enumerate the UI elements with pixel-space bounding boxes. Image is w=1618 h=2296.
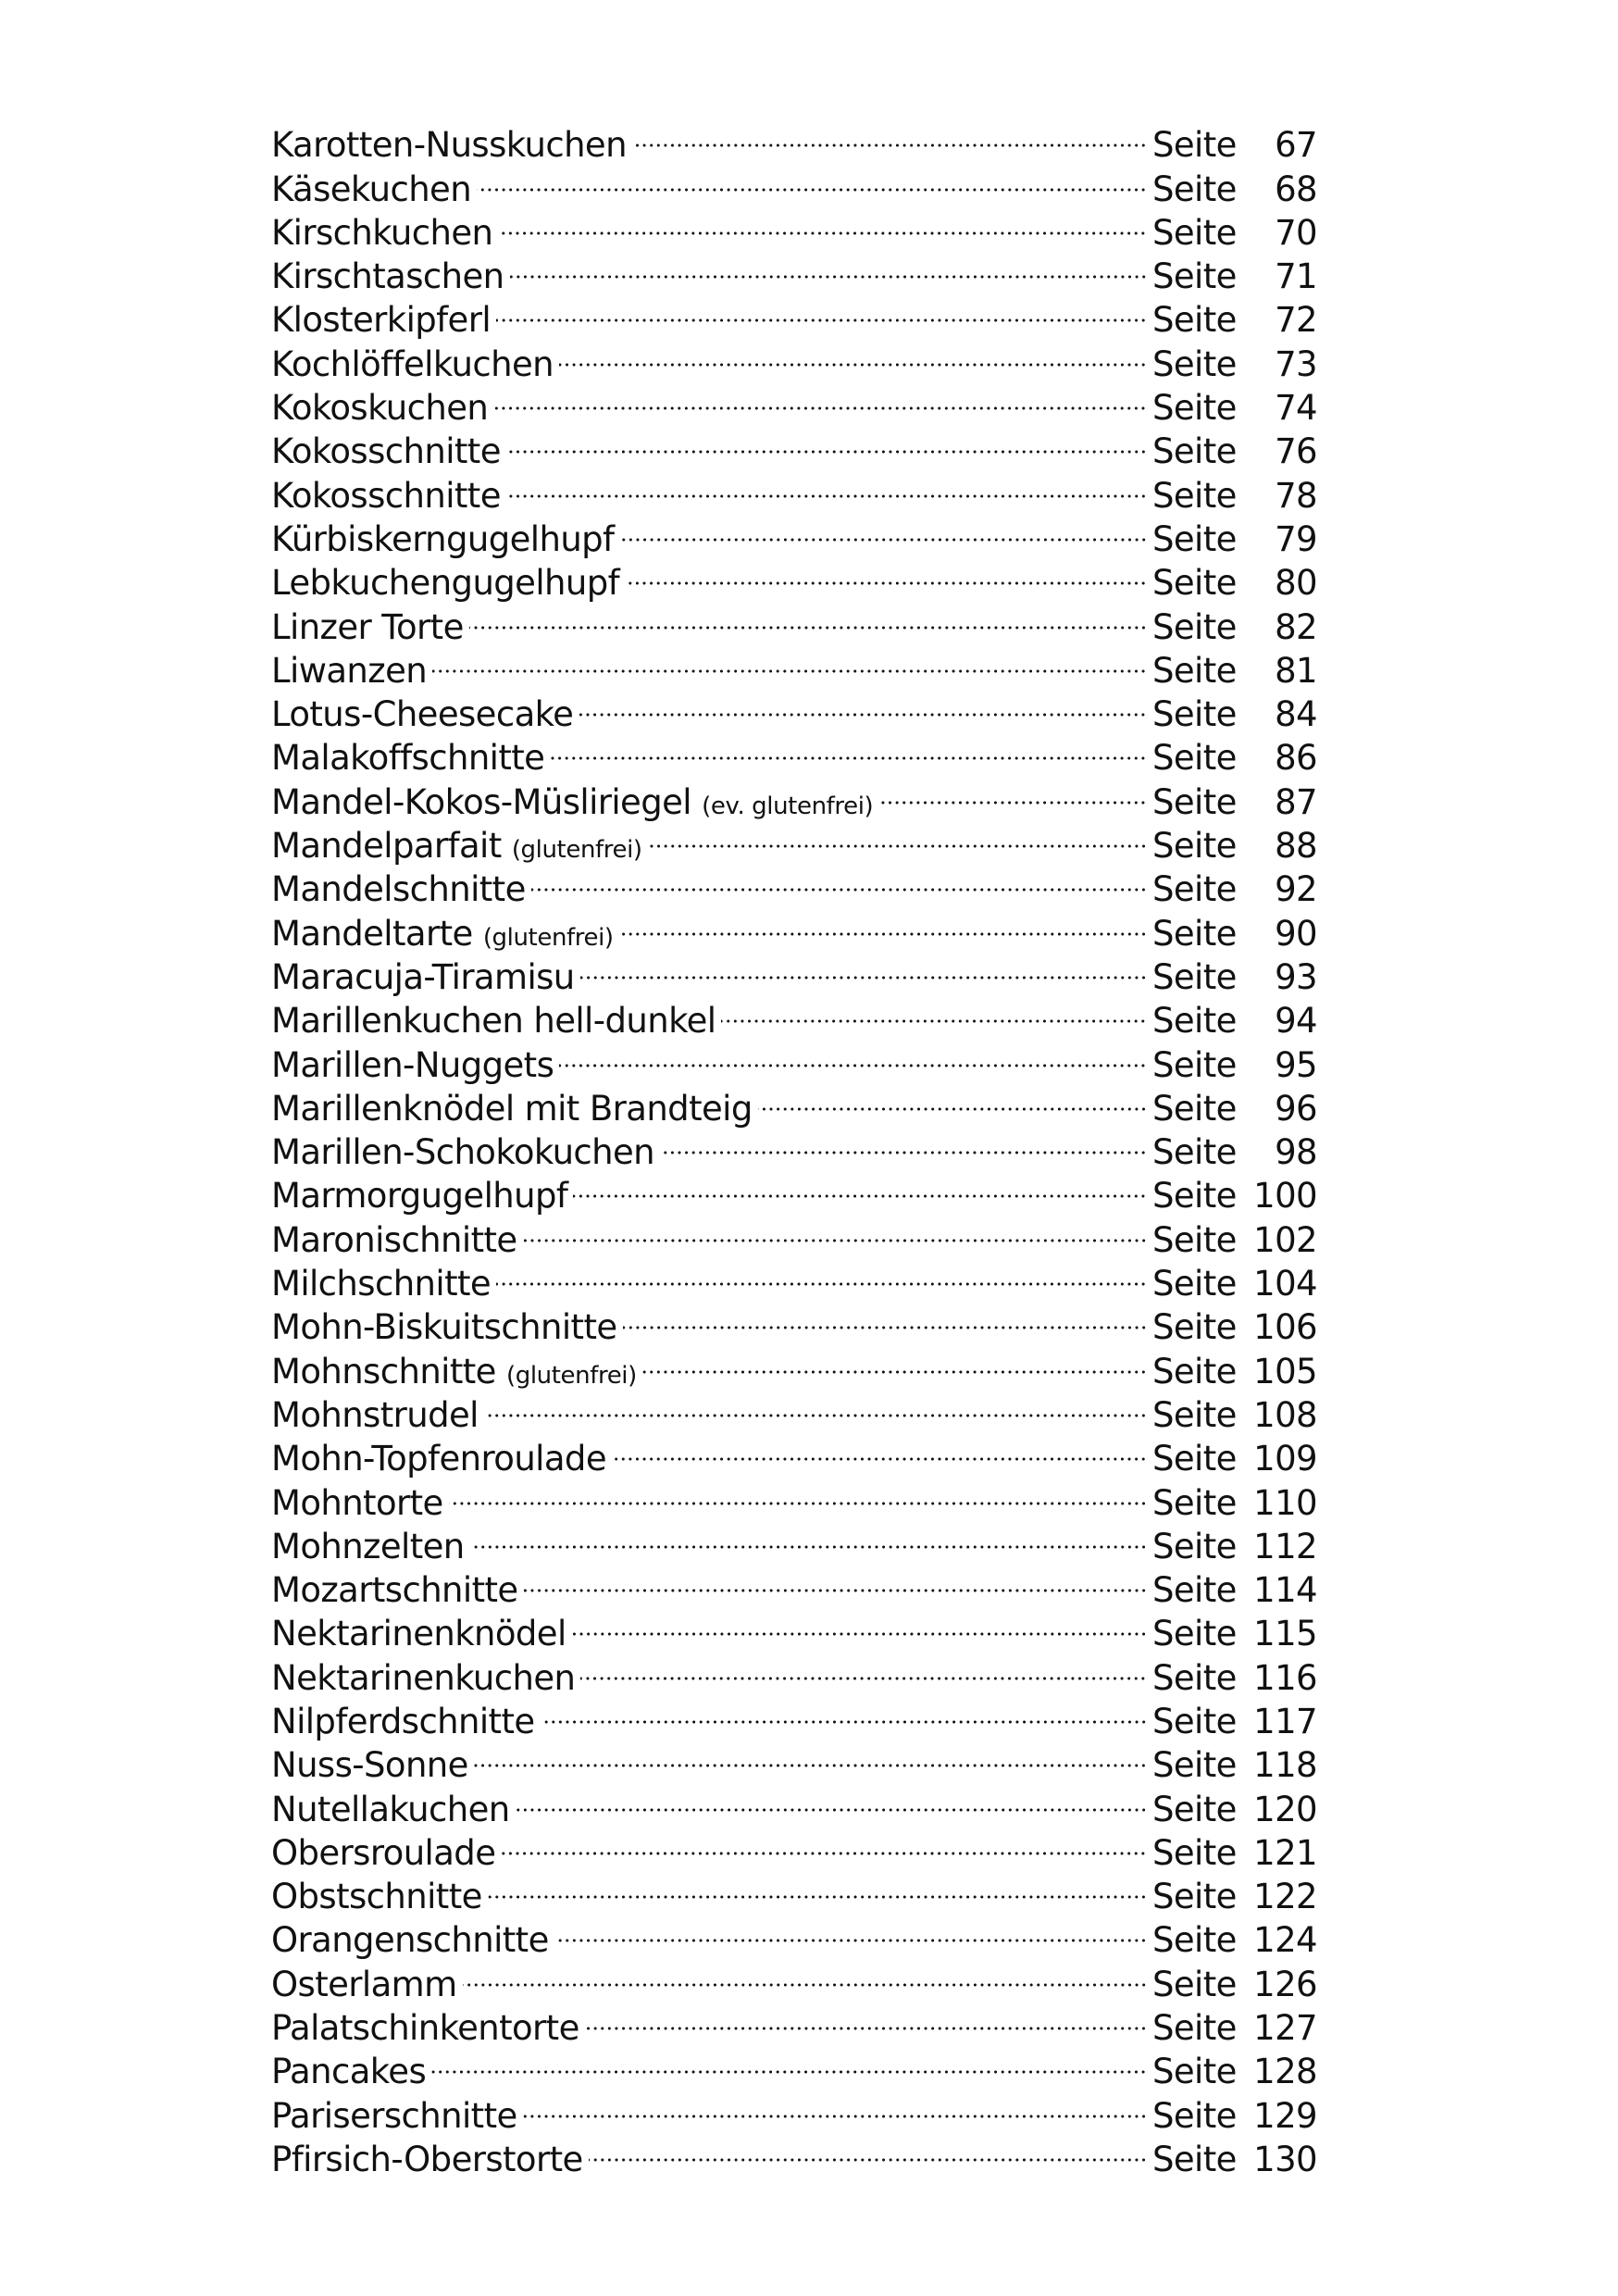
entry-title — [271, 1525, 465, 1568]
page-number: 95 — [1275, 1044, 1317, 1085]
entry-title — [271, 255, 504, 298]
dot-leader — [531, 857, 1147, 901]
dot-leader — [477, 156, 1147, 200]
entry-title — [271, 649, 427, 693]
page-number: 79 — [1275, 518, 1317, 559]
page-label: Seite — [1152, 1701, 1237, 1741]
entry-title — [271, 1305, 617, 1349]
entry-name: Mandelschnitte — [271, 869, 526, 910]
page-number: 108 — [1253, 1394, 1317, 1435]
page-number: 81 — [1275, 650, 1317, 691]
entry-name: Nilpferdschnitte — [271, 1701, 535, 1741]
dot-leader — [580, 945, 1147, 989]
entry-name: Mohn-Topfenroulade — [271, 1439, 606, 1479]
entry-title — [271, 1393, 479, 1437]
page-label: Seite — [1152, 300, 1237, 341]
dot-leader — [501, 1821, 1147, 1865]
page-number: 84 — [1275, 694, 1317, 735]
entry-title — [271, 298, 491, 342]
page-label: Seite — [1152, 694, 1237, 735]
entry-name: Orangenschnitte — [271, 1920, 549, 1961]
dot-leader — [660, 1120, 1147, 1164]
dot-leader — [469, 594, 1147, 638]
entry-note: (glutenfrei) — [482, 923, 614, 952]
page-number: 80 — [1275, 563, 1317, 604]
page-label: Seite — [1152, 1176, 1237, 1217]
dot-leader — [432, 639, 1147, 682]
dot-leader — [758, 1077, 1147, 1120]
entry-name: Nektarinenknödel — [271, 1614, 566, 1654]
dot-leader — [878, 769, 1147, 813]
entry-name: Käsekuchen — [271, 168, 472, 209]
entry-title — [271, 2050, 426, 2093]
dot-leader — [496, 1252, 1147, 1295]
page-label: Seite — [1152, 781, 1237, 822]
entry-name: Kürbiskerngugelhupf — [271, 518, 615, 559]
page-label: Seite — [1152, 913, 1237, 954]
dot-leader — [516, 1777, 1147, 1820]
page-label: Seite — [1152, 2139, 1237, 2179]
dot-leader — [585, 1996, 1147, 2040]
page-number: 116 — [1253, 1657, 1317, 1698]
page-number: 130 — [1253, 2139, 1317, 2179]
entry-name: Kirschtaschen — [271, 256, 504, 297]
page-number: 110 — [1253, 1482, 1317, 1523]
entry-title — [271, 2094, 517, 2138]
page-label: Seite — [1152, 606, 1237, 647]
page-number: 78 — [1275, 475, 1317, 516]
page-label: Seite — [1152, 563, 1237, 604]
page-number: 74 — [1275, 388, 1317, 429]
entry-name: Mohnschnitte — [271, 1351, 496, 1391]
entry-title — [271, 1656, 575, 1700]
entry-name: Mandel-Kokos-Müsliriegel — [271, 781, 691, 822]
page-number: 87 — [1275, 781, 1317, 822]
page-number: 114 — [1253, 1570, 1317, 1611]
entry-title — [271, 1043, 554, 1087]
dot-leader — [431, 2040, 1147, 2083]
page-label: Seite — [1152, 1789, 1237, 1829]
page-number: 88 — [1275, 826, 1317, 867]
entry-name: Pancakes — [271, 2052, 427, 2092]
page-label: Seite — [1152, 1832, 1237, 1873]
page-label: Seite — [1152, 1001, 1237, 1042]
entry-name: Maracuja-Tiramisu — [271, 956, 575, 997]
page-number: 102 — [1253, 1219, 1317, 1260]
page-label: Seite — [1152, 1307, 1237, 1348]
dot-leader — [506, 463, 1147, 506]
page-label: Seite — [1152, 1394, 1237, 1435]
page-label: Seite — [1152, 1132, 1237, 1173]
dot-leader — [642, 1339, 1147, 1382]
page-label: Seite — [1152, 738, 1237, 779]
entry-name: Kokoskuchen — [271, 388, 489, 429]
entry-title — [271, 474, 501, 518]
entry-name: Marillen-Schokokuchen — [271, 1132, 655, 1173]
dot-leader — [620, 507, 1148, 551]
entry-name: Palatschinkentorte — [271, 2008, 579, 2049]
entry-title — [271, 912, 614, 960]
page-number: 118 — [1253, 1745, 1317, 1786]
page-number: 98 — [1275, 1132, 1317, 1173]
page-label: Seite — [1152, 1264, 1237, 1304]
entry-name: Pfirsich-Oberstorte — [271, 2139, 583, 2179]
page-number: 86 — [1275, 738, 1317, 779]
entry-title — [271, 867, 526, 911]
dot-leader — [572, 1602, 1147, 1645]
page-label: Seite — [1152, 256, 1237, 297]
page-number: 68 — [1275, 168, 1317, 209]
entry-name: Maronischnitte — [271, 1219, 517, 1260]
page-label: Seite — [1152, 650, 1237, 691]
entry-title — [271, 211, 492, 255]
page-label: Seite — [1152, 1351, 1237, 1391]
dot-leader — [632, 113, 1147, 156]
dot-leader — [573, 1164, 1147, 1207]
page-label: Seite — [1152, 2052, 1237, 2092]
entry-title — [271, 1481, 443, 1525]
dot-leader — [623, 1295, 1147, 1339]
entry-name: Karotten-Nusskuchen — [271, 125, 627, 166]
entry-name: Milchschnitte — [271, 1264, 492, 1304]
entry-name: Marillen-Nuggets — [271, 1044, 554, 1085]
page-number: 106 — [1253, 1307, 1317, 1348]
entry-title — [271, 693, 573, 736]
entry-note: (glutenfrei) — [511, 836, 642, 865]
entry-name: Linzer Torte — [271, 606, 464, 647]
entry-name: Klosterkipferl — [271, 300, 492, 341]
page-number: 105 — [1253, 1351, 1317, 1391]
page-number: 100 — [1253, 1176, 1317, 1217]
entry-title — [271, 2138, 583, 2181]
page-number: 115 — [1253, 1614, 1317, 1654]
page-number: 112 — [1253, 1526, 1317, 1566]
page-label: Seite — [1152, 1439, 1237, 1479]
toc-entry[interactable] — [271, 113, 1317, 166]
dot-leader — [496, 288, 1147, 331]
entry-name: Lotus-Cheesecake — [271, 694, 574, 735]
dot-leader — [524, 1558, 1147, 1602]
page-number: 120 — [1253, 1789, 1317, 1829]
dot-leader — [449, 1470, 1147, 1514]
dot-leader — [579, 682, 1147, 726]
page-number: 93 — [1275, 956, 1317, 997]
page-number: 104 — [1253, 1264, 1317, 1304]
page-label: Seite — [1152, 475, 1237, 516]
entry-name: Marillenkuchen hell-dunkel — [271, 1001, 716, 1042]
page-number: 117 — [1253, 1701, 1317, 1741]
entry-title — [271, 430, 501, 473]
page-label: Seite — [1152, 1219, 1237, 1260]
entry-title — [271, 168, 471, 211]
page-number: 71 — [1275, 256, 1317, 297]
entry-title — [271, 736, 544, 780]
entry-name: Mozartschnitte — [271, 1570, 518, 1611]
entry-name: Mandelparfait — [271, 826, 502, 867]
page-label: Seite — [1152, 1526, 1237, 1566]
page-number: 126 — [1253, 1964, 1317, 2004]
page-label: Seite — [1152, 2008, 1237, 2049]
page-number: 92 — [1275, 869, 1317, 910]
entry-name: Obersroulade — [271, 1832, 496, 1873]
page-label: Seite — [1152, 1745, 1237, 1786]
entry-name: Mandeltarte — [271, 913, 473, 954]
page-label: Seite — [1152, 168, 1237, 209]
entry-name: Marillenknödel mit Brandteig — [271, 1088, 753, 1129]
page-number: 73 — [1275, 343, 1317, 384]
dot-leader — [484, 1383, 1147, 1427]
entry-name: Obstschnitte — [271, 1877, 482, 1917]
dot-leader — [493, 376, 1147, 419]
dot-leader — [470, 1515, 1147, 1558]
dot-leader — [559, 1032, 1147, 1076]
page-label: Seite — [1152, 518, 1237, 559]
entry-name: Nuss-Sonne — [271, 1745, 468, 1786]
page-number: 94 — [1275, 1001, 1317, 1042]
dot-leader — [554, 1908, 1147, 1952]
entry-name: Nektarinenkuchen — [271, 1657, 576, 1698]
page-number: 127 — [1253, 2008, 1317, 2049]
dot-leader — [619, 901, 1147, 944]
entry-note: (glutenfrei) — [506, 1361, 637, 1390]
entry-name: Kochlöffelkuchen — [271, 343, 554, 384]
dot-leader — [625, 551, 1147, 594]
entry-name: Mohnzelten — [271, 1526, 465, 1566]
entry-title — [271, 1568, 518, 1612]
dot-leader — [463, 1952, 1147, 1995]
dot-leader — [506, 419, 1147, 463]
entry-name: Mohntorte — [271, 1482, 443, 1523]
page-label: Seite — [1152, 869, 1237, 910]
page-number: 122 — [1253, 1877, 1317, 1917]
entry-name: Kokosschnitte — [271, 475, 501, 516]
page-number: 67 — [1275, 125, 1317, 166]
page-label: Seite — [1152, 1657, 1237, 1698]
page-label: Seite — [1152, 212, 1237, 253]
entry-title — [271, 1743, 468, 1787]
page-label: Seite — [1152, 2095, 1237, 2136]
dot-leader — [488, 1865, 1147, 1908]
entry-title — [271, 1788, 510, 1831]
page-label: Seite — [1152, 1570, 1237, 1611]
page-label: Seite — [1152, 1088, 1237, 1129]
entry-title — [271, 1262, 491, 1305]
dot-leader — [498, 201, 1147, 244]
entry-name: Pariserschnitte — [271, 2095, 517, 2136]
entry-title — [271, 955, 575, 999]
entry-title — [271, 1612, 566, 1655]
entry-title — [271, 1963, 457, 2006]
entry-note: (ev. glutenfrei) — [702, 792, 874, 820]
page-number: 109 — [1253, 1439, 1317, 1479]
entry-name: Mohn-Biskuitschnitte — [271, 1307, 617, 1348]
page-label: Seite — [1152, 125, 1237, 166]
entry-name: Nutellakuchen — [271, 1789, 510, 1829]
entry-name: Kokosschnitte — [271, 431, 501, 472]
page-label: Seite — [1152, 1920, 1237, 1961]
page-label: Seite — [1152, 1964, 1237, 2004]
entry-title — [271, 1218, 517, 1262]
page-label: Seite — [1152, 956, 1237, 997]
dot-leader — [523, 1207, 1147, 1251]
page-number: 129 — [1253, 2095, 1317, 2136]
page-label: Seite — [1152, 1877, 1237, 1917]
page-number: 72 — [1275, 300, 1317, 341]
page-number: 128 — [1253, 2052, 1317, 2092]
dot-leader — [510, 244, 1148, 288]
page-number: 82 — [1275, 606, 1317, 647]
entry-name: Kirschkuchen — [271, 212, 493, 253]
page-number: 124 — [1253, 1920, 1317, 1961]
dot-leader — [541, 1690, 1147, 1733]
entry-title — [271, 1875, 482, 1918]
dot-leader — [648, 814, 1147, 857]
entry-title — [271, 1831, 495, 1875]
page-label: Seite — [1152, 1482, 1237, 1523]
entry-name: Malakoffschnitte — [271, 738, 545, 779]
page-label: Seite — [1152, 431, 1237, 472]
dot-leader — [550, 726, 1147, 769]
page-number: 90 — [1275, 913, 1317, 954]
dot-leader — [612, 1427, 1147, 1470]
entry-name: Liwanzen — [271, 650, 428, 691]
dot-leader — [559, 331, 1147, 375]
entry-name: Marmorgugelhupf — [271, 1176, 568, 1217]
dot-leader — [580, 1645, 1147, 1689]
dot-leader — [523, 2083, 1147, 2127]
entry-title — [271, 386, 488, 430]
page-label: Seite — [1152, 343, 1237, 384]
page-number: 96 — [1275, 1088, 1317, 1129]
entry-name: Osterlamm — [271, 1964, 457, 2004]
dot-leader — [589, 2128, 1147, 2171]
table-of-contents — [271, 113, 1317, 2179]
page-number: 70 — [1275, 212, 1317, 253]
entry-name: Lebkuchengugelhupf — [271, 563, 620, 604]
dot-leader — [721, 989, 1147, 1032]
entry-name: Mohnstrudel — [271, 1394, 479, 1435]
page-label: Seite — [1152, 826, 1237, 867]
page-number: 121 — [1253, 1832, 1317, 1873]
page-label: Seite — [1152, 1044, 1237, 1085]
entry-title — [271, 518, 615, 561]
page-label: Seite — [1152, 388, 1237, 429]
page-label: Seite — [1152, 1614, 1237, 1654]
dot-leader — [474, 1733, 1147, 1777]
page-number: 76 — [1275, 431, 1317, 472]
